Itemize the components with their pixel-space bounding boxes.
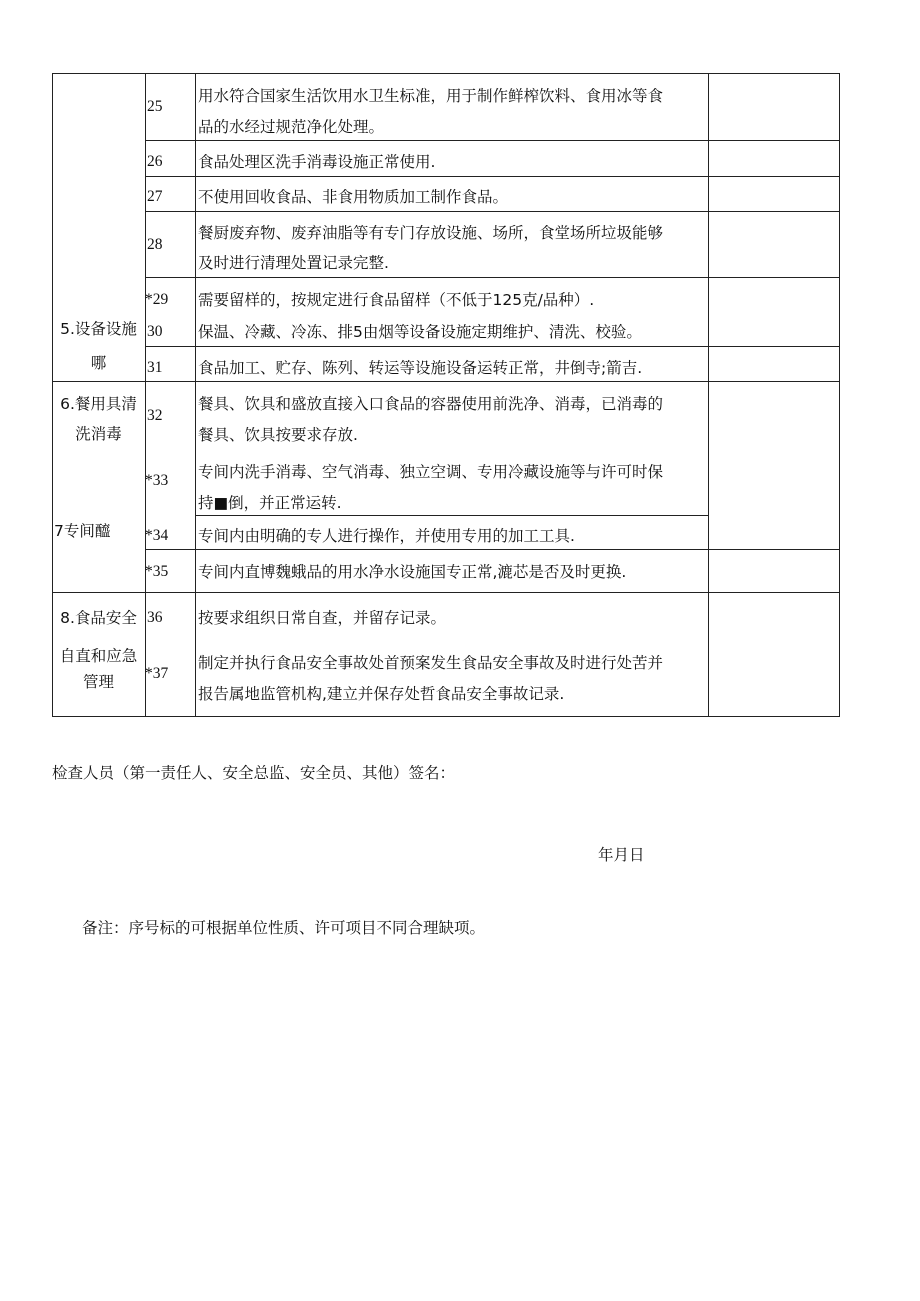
item-text: 餐具、饮具和盛放直接入口食品的容器使用前洗净、消毒，已消毒的	[198, 395, 664, 413]
item-number: 36	[147, 609, 163, 626]
category-special-room: 7专间醯	[54, 522, 111, 540]
item-number: 28	[147, 236, 163, 253]
item-number: *34	[145, 527, 169, 544]
item-text: 报告属地监管机构,建立并保存处哲食品安全事故记录.	[198, 685, 565, 703]
item-number: 27	[147, 188, 163, 205]
item-text: 品的水经过规范净化处理。	[198, 118, 385, 136]
item-number: 26	[147, 153, 163, 170]
item-number: *35	[145, 563, 169, 580]
item-text: 餐厨废弃物、废弃油脂等有专门存放设施、场所，食堂场所垃圾能够	[198, 224, 664, 242]
item-number: *29	[145, 291, 169, 308]
item-text: 食品加工、贮存、陈列、转运等设施设备运转正常，井倒寺;箭吉.	[198, 359, 643, 377]
item-number: 31	[147, 359, 163, 376]
item-text: 专间内直博魏蛾品的用水净水设施国专正常,漉芯是否及时更换.	[198, 563, 627, 581]
item-number: 32	[147, 407, 163, 424]
item-text: 需要留样的，按规定进行食品留样（不低于125克/品种）.	[198, 291, 595, 309]
item-text: 用水符合国家生活饮用水卫生标准，用于制作鲜榨饮料、食用冰等食	[198, 87, 664, 105]
item-number: 25	[147, 98, 163, 115]
inspector-signature-label: 检查人员（第一责任人、安全总监、安全员、其他）签名：	[52, 764, 456, 782]
item-text: 不使用回收食品、非食用物质加工制作食品。	[198, 188, 509, 206]
item-text: 持■倒，并正常运转.	[198, 494, 342, 512]
item-number: *33	[145, 472, 169, 489]
category-equipment: 5.设备设施 哪	[60, 320, 137, 372]
item-text: 专间内洗手消毒、空气消毒、独立空调、专用冷藏设施等与许可时保	[198, 463, 664, 481]
item-number: *37	[145, 665, 169, 682]
item-text: 餐具、饮具按要求存放.	[198, 426, 358, 444]
item-number: 30	[147, 323, 163, 340]
category-tableware-cleaning: 6.餐用具清 洗消毒	[60, 395, 137, 443]
item-text: 及时进行清理处置记录完整.	[198, 254, 389, 272]
item-text: 食品处理区洗手消毒设施正常使用.	[198, 153, 436, 171]
item-text: 专间内由明确的专人进行操作，并使用专用的加工工具.	[198, 527, 575, 545]
remark-note: 备注：序号标的可根据单位性质、许可项目不同合理缺项。	[82, 919, 486, 937]
item-text: 制定并执行食品安全事故处首预案发生食品安全事故及时进行处苦并	[198, 654, 664, 672]
date-label: 年月日	[598, 846, 645, 864]
item-text: 按要求组织日常自查，并留存记录。	[198, 609, 447, 627]
category-food-safety-management: 8.食品安全 自直和应急 管理	[59, 609, 138, 691]
item-text: 保温、冷藏、冷冻、排5由烟等设备设施定期维护、清洗、校验。	[198, 323, 642, 341]
